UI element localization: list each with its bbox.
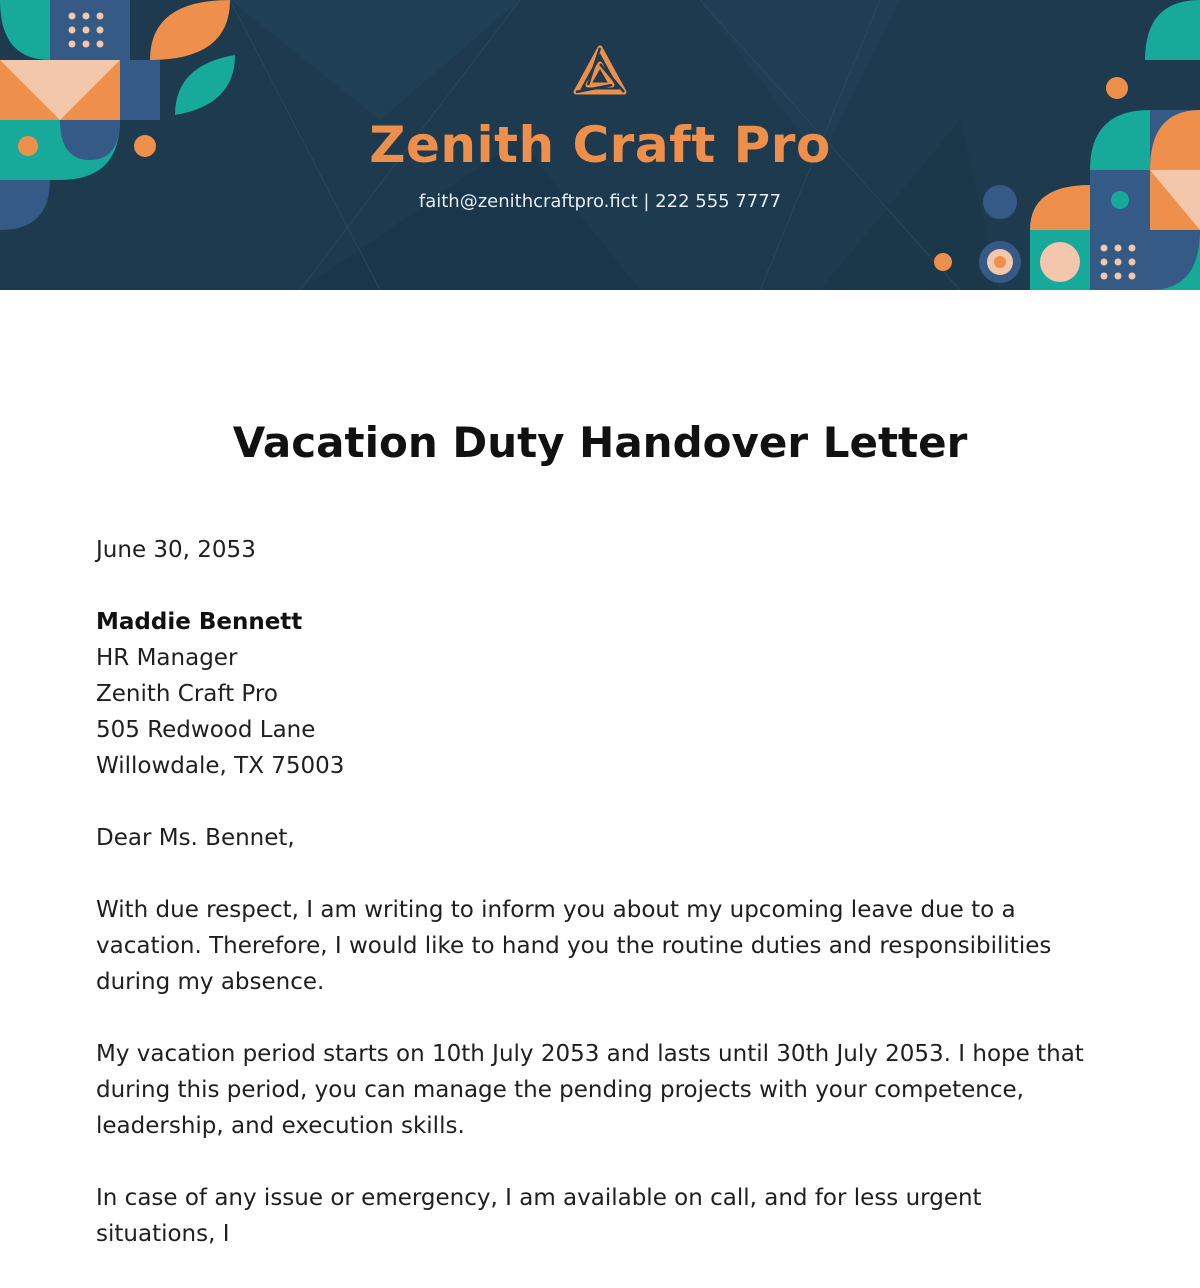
- company-name: Zenith Craft Pro: [369, 116, 831, 174]
- body-paragraph: In case of any issue or emergency, I am available on call, and for less urgent situations, I: [96, 1185, 982, 1247]
- letter-date: June 30, 2053: [96, 537, 256, 563]
- salutation: Dear Ms. Bennet,: [96, 825, 295, 851]
- letterhead-banner: [0, 0, 1200, 290]
- contact-info: faith@zenithcraftpro.fict | 222 555 7777: [418, 191, 782, 212]
- body-paragraph: My vacation period starts on 10th July 2053 and lasts until 30th July 2053. I hope that during this period, you can manage the pending projects with your competence, leadership, and execution skills.: [96, 1041, 1084, 1139]
- recipient-block: [96, 604, 1106, 784]
- recipient-title: HR Manager: [96, 645, 238, 671]
- recipient-street: 505 Redwood Lane: [96, 717, 316, 743]
- triangle-knot-logo-icon: [570, 42, 630, 102]
- recipient-city: Willowdale, TX 75003: [96, 753, 345, 779]
- recipient-name: Maddie Bennett: [96, 609, 303, 635]
- recipient-company: Zenith Craft Pro: [96, 681, 278, 707]
- letterhead-content: [0, 0, 1200, 290]
- letter-body: [96, 532, 1106, 1288]
- body-paragraph: With due respect, I am writing to inform you about my upcoming leave due to a vacation. Therefore, I would like to hand you the routine duties and responsibilities during my absence.: [96, 897, 1052, 995]
- document-title: Vacation Duty Handover Letter: [232, 418, 968, 467]
